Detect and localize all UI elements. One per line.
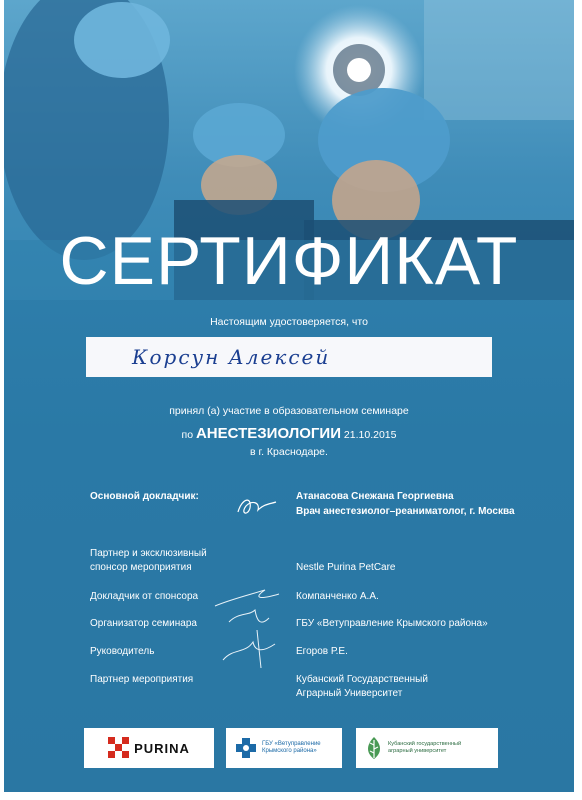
topic-line	[4, 425, 574, 442]
gbu-text-line: Крымского района»	[262, 748, 317, 754]
row-value: Компанченко А.А.	[296, 591, 379, 602]
row-label: Партнер мероприятия	[90, 674, 194, 685]
row-label: Докладчик от спонсора	[90, 591, 199, 602]
topic-prefix: по	[181, 429, 194, 441]
checkerboard-icon	[108, 737, 130, 759]
seminar-date: 21.10.2015	[343, 429, 397, 441]
city-line: в г. Краснодаре.	[250, 446, 328, 458]
recipient-name: Корсун Алексей	[132, 345, 331, 369]
recipient-name-field	[86, 337, 492, 377]
gbu-logo	[226, 728, 342, 768]
main-speaker-label: Основной докладчик:	[90, 491, 199, 502]
purina-wordmark: PURINA	[134, 740, 190, 756]
row-value: ГБУ «Ветуправление Крымского района»	[296, 618, 488, 629]
certificate-title: СЕРТИФИКАТ	[59, 223, 519, 299]
kubgau-text	[388, 741, 461, 755]
wheat-leaf-icon	[364, 735, 384, 761]
purina-logo	[84, 728, 214, 768]
row-value: Nestle Purina PetCare	[296, 562, 396, 573]
signatures	[209, 582, 289, 672]
row-label-line: Партнер и эксклюзивный	[90, 548, 207, 559]
row-label: Организатор семинара	[90, 618, 197, 629]
topic: АНЕСТЕЗИОЛОГИИ	[195, 425, 341, 442]
speaker-name: Атанасова Снежана Георгиевна	[296, 491, 454, 502]
kubgau-text-line: Кубанский государственный	[388, 741, 462, 747]
row-value	[296, 673, 428, 701]
kubgau-text-line: аграрный университет	[388, 748, 447, 754]
row-value: Егоров Р.Е.	[296, 646, 348, 657]
speaker-signature	[234, 492, 280, 522]
row-value-line: Кубанский Государственный	[296, 674, 428, 685]
row-value-line: Аграрный Университет	[296, 688, 403, 699]
gbu-text-line: ГБУ «Ветуправление	[262, 741, 321, 747]
gbu-text	[262, 741, 321, 755]
row-label-line: спонсор мероприятия	[90, 562, 192, 573]
kubgau-logo	[356, 728, 498, 768]
row-label: Руководитель	[90, 646, 155, 657]
speaker-position: Врач анестезиолог–реаниматолог, г. Москва	[296, 506, 515, 517]
row-label	[90, 547, 207, 575]
certify-line: Настоящим удостоверяется, что	[210, 316, 368, 328]
vet-cross-icon	[234, 736, 258, 760]
certificate	[4, 0, 574, 792]
participation-line: принял (а) участие в образовательном семинаре	[169, 405, 409, 417]
